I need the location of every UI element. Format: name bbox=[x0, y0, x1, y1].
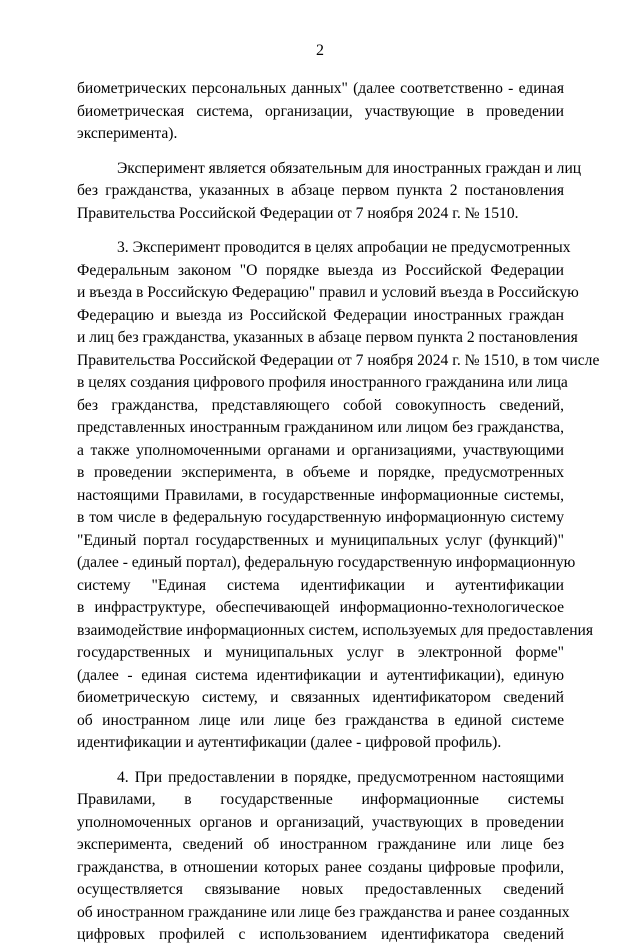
page-number: 2 bbox=[316, 42, 324, 59]
text-line: и въезда в Российскую Федерацию" правил и условий въезда в Российскую bbox=[77, 284, 579, 301]
paragraph-item-4 bbox=[77, 767, 570, 947]
text-line: гражданства, в отношении которых ранее созданы цифровые профили, bbox=[77, 858, 564, 876]
document-body bbox=[77, 78, 600, 947]
text-line: взаимодействие информационных систем, используемых для предоставления bbox=[77, 621, 594, 639]
paragraph-item-3 bbox=[77, 237, 600, 755]
text-line: а также уполномоченными органами и организациями, участвующими bbox=[77, 441, 564, 459]
text-line: Правительства Российской Федерации от 7 ноября 2024 г. № 1510, в том числе bbox=[77, 351, 600, 369]
text-line: Эксперимент является обязательным для иностранных граждан и лиц bbox=[117, 159, 582, 177]
text-line: эксперимента, сведений об иностранном гражданине или лице без bbox=[77, 836, 564, 853]
text-line: осуществляется связывание новых предоставленных сведений bbox=[77, 881, 564, 898]
text-line: эксперимента). bbox=[77, 125, 178, 142]
text-line: систему "Единая система идентификации и аутентификации bbox=[77, 576, 564, 594]
paragraph-mandatory bbox=[77, 158, 582, 226]
text-line: идентификации и аутентификации (далее - цифровой профиль). bbox=[77, 734, 502, 751]
text-line: в том числе в федеральную государственную информационную систему bbox=[77, 509, 564, 526]
text-line: цифровых профилей с использованием идентификатора сведений bbox=[77, 926, 564, 943]
paragraph-continuation bbox=[77, 78, 564, 146]
text-line: уполномоченных органов и организаций, участвующих в проведении bbox=[77, 813, 564, 831]
text-line: (далее - единая система идентификации и аутентификации), единую bbox=[77, 666, 564, 684]
text-line: в инфраструктуре, обеспечивающей информационно-технологическое bbox=[77, 599, 564, 616]
text-line: Правилами, в государственные информационные системы bbox=[77, 791, 564, 808]
text-line: без гражданства, представляющего собой совокупность сведений, bbox=[77, 396, 564, 414]
text-line: в проведении эксперимента, в объеме и порядке, предусмотренных bbox=[77, 464, 564, 481]
text-line: биометрическая система, организации, участвующие в проведении bbox=[77, 102, 564, 120]
text-line: 3. Эксперимент проводится в целях апробации не предусмотренных bbox=[117, 239, 571, 256]
text-line: Правительства Российской Федерации от 7 ноября 2024 г. № 1510. bbox=[77, 204, 519, 222]
text-line: об иностранном гражданине или лице без гражданства и ранее созданных bbox=[77, 903, 570, 921]
text-line: государственных и муниципальных услуг в электронной форме" bbox=[77, 644, 564, 661]
text-line: биометрических персональных данных" (далее соответственно - единая bbox=[77, 80, 564, 97]
text-line: биометрическую систему, и связанных идентификатором сведений bbox=[77, 689, 564, 706]
text-line: и лиц без гражданства, указанных в абзаце первом пункта 2 постановления bbox=[77, 329, 578, 346]
text-line: без гражданства, указанных в абзаце первом пункта 2 постановления bbox=[77, 182, 564, 199]
text-line: настоящими Правилами, в государственные информационные системы, bbox=[77, 486, 564, 504]
text-line: 4. При предоставлении в порядке, предусмотренном настоящими bbox=[117, 768, 564, 786]
text-line: (далее - единый портал), федеральную государственную информационную bbox=[77, 554, 576, 571]
text-line: Федеральным законом "О порядке выезда из Российской Федерации bbox=[77, 261, 564, 279]
text-line: представленных иностранным гражданином или лицом без гражданства, bbox=[77, 419, 564, 436]
text-line: об иностранном лице или лице без гражданства в единой системе bbox=[77, 711, 564, 729]
text-line: Федерацию и выезда из Российской Федерации иностранных граждан bbox=[77, 306, 564, 324]
text-line: "Единый портал государственных и муниципальных услуг (функций)" bbox=[77, 531, 564, 549]
text-line: в целях создания цифрового профиля иностранного гражданина или лица bbox=[77, 374, 568, 391]
